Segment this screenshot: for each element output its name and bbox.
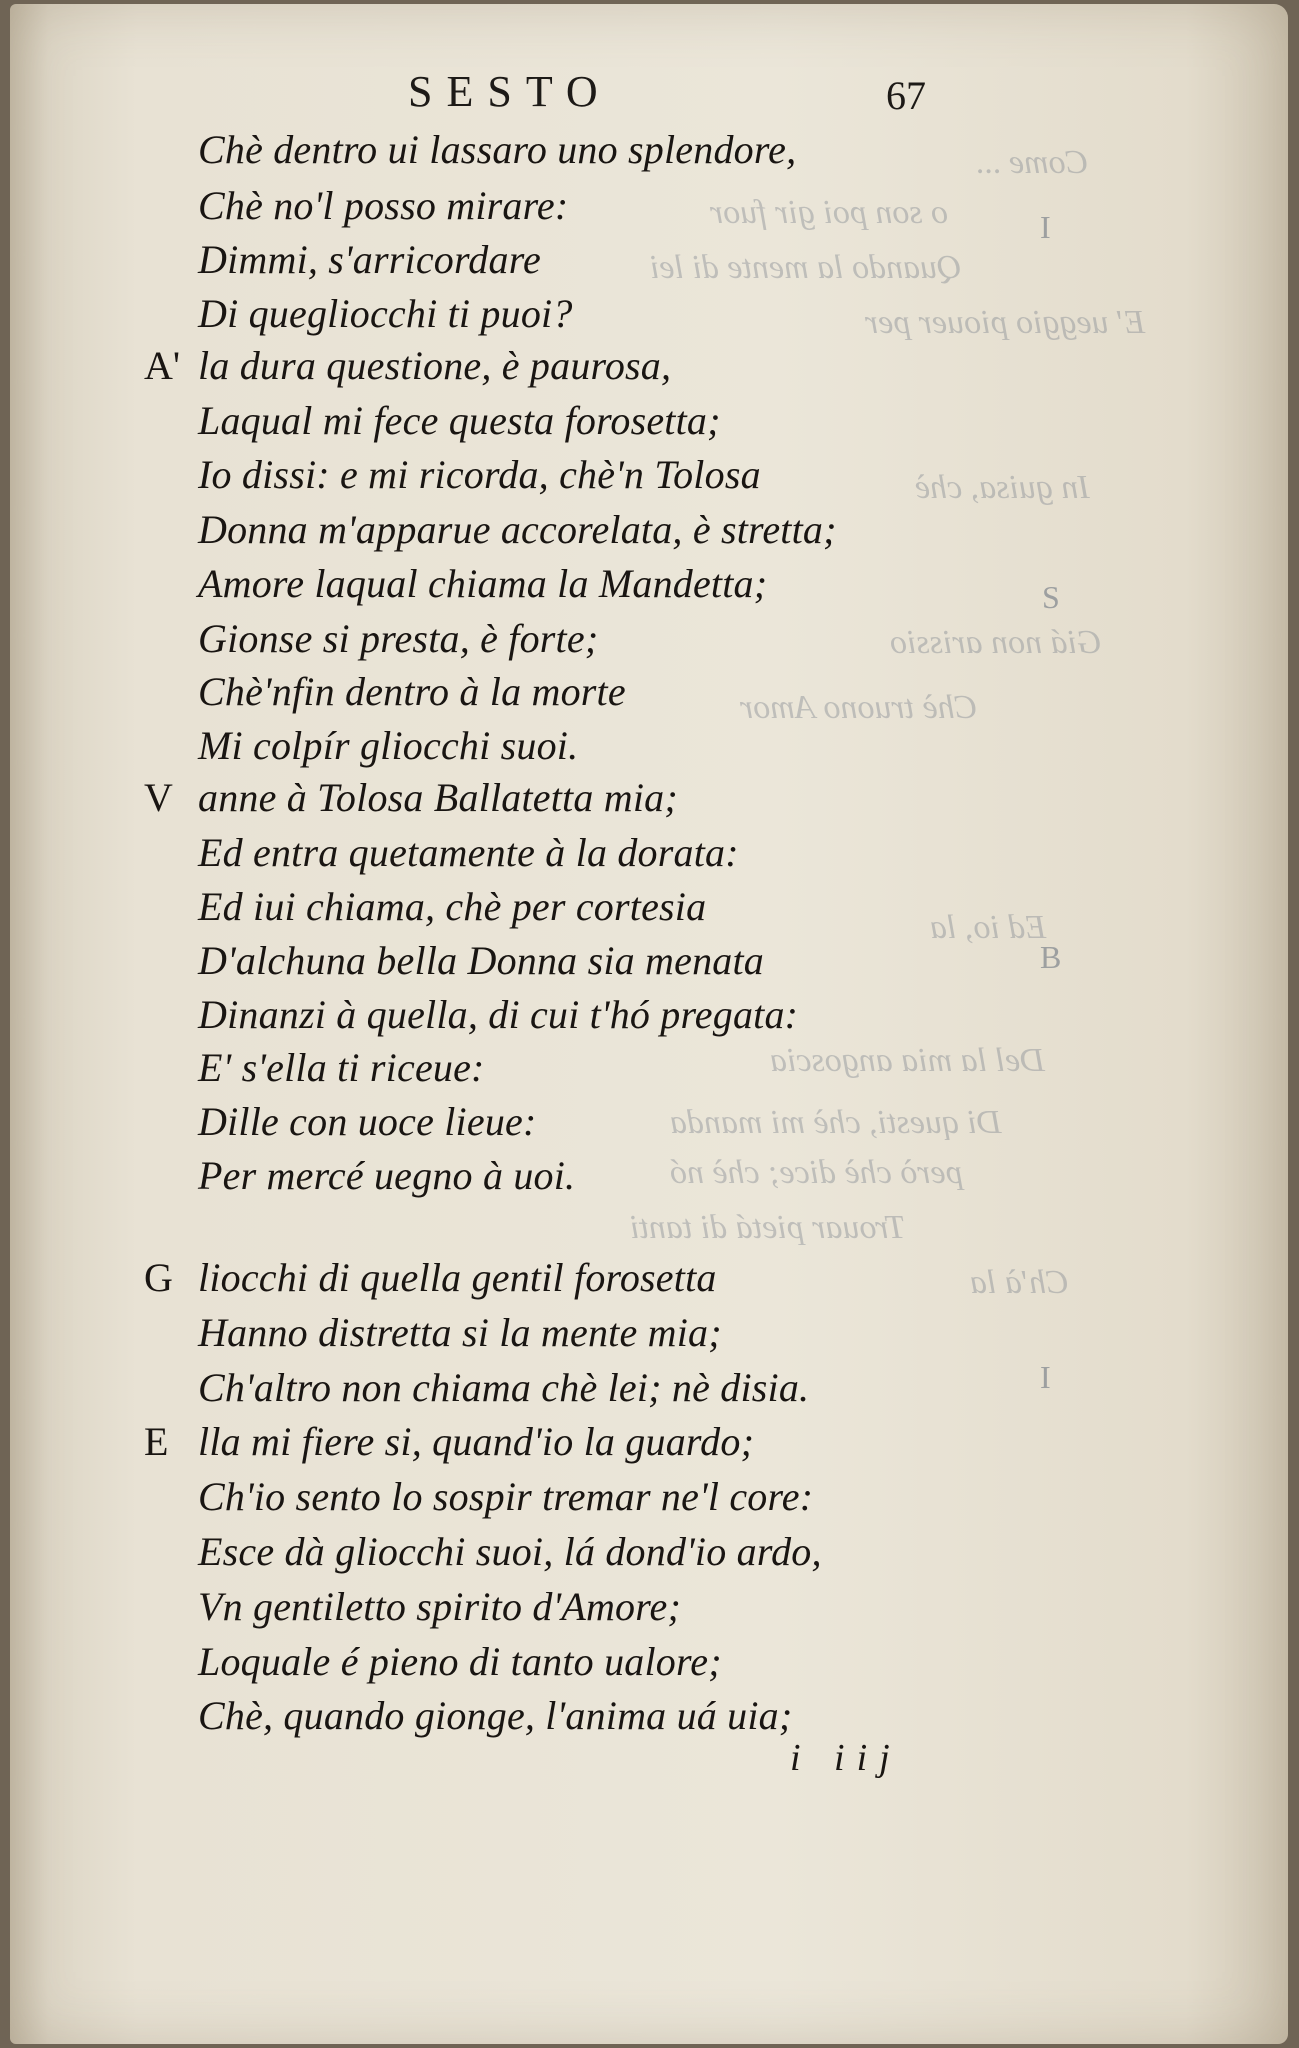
show-through-mark: S [1042, 579, 1060, 615]
initial-letter: G [144, 1255, 173, 1300]
verse-line: Chè'nfin dentro à la morte [198, 669, 626, 714]
page-number: 67 [886, 73, 926, 118]
show-through-text: Ch'à la [970, 1264, 1069, 1301]
show-through-text: Ed io, la [930, 909, 1047, 946]
verse-line: Gionse si presta, è forte; [198, 616, 599, 661]
verse-line: Hanno distretta si la mente mia; [198, 1310, 722, 1355]
show-through-text: Di questi, chè mi manda [670, 1104, 1002, 1141]
show-through-text: Trouar pietá di tanti [630, 1209, 906, 1246]
verse-line: Loquale é pieno di tanto ualore; [198, 1639, 722, 1684]
verse-line: E' s'ella ti riceue: [198, 1045, 485, 1090]
show-through-text: Come ... [975, 144, 1089, 181]
verse-line: Dinanzi à quella, di cui t'hó pregata: [198, 992, 799, 1037]
show-through-mark: B [1040, 939, 1062, 975]
verse-line: Vn gentiletto spirito d'Amore; [198, 1584, 682, 1629]
show-through-text: Giá non arissio [890, 624, 1102, 661]
verse-line: Chè no'l posso mirare: [198, 183, 569, 228]
show-through-text: Quando la mente di lei [650, 249, 962, 286]
initial-letter: A' [144, 343, 181, 388]
verse-line: Mi colpír gliocchi suoi. [198, 723, 579, 768]
show-through-text: Del la mia angoscia [770, 1042, 1045, 1079]
verse-line: Ed iui chiama, chè per cortesia [198, 884, 707, 929]
book-page [10, 4, 1288, 2044]
verse-line: D'alchuna bella Donna sia menata [198, 938, 765, 983]
verse-line: Chè dentro ui lassaro uno splendore, [198, 127, 797, 172]
show-through-mark: I [1040, 1359, 1051, 1395]
verse-line: Ed entra quetamente à la dorata: [198, 830, 739, 875]
verse-line: anne à Tolosa Ballatetta mia; [198, 775, 678, 820]
show-through-text: E' ueggio piouer per [865, 304, 1146, 341]
verse-line: Esce dà gliocchi suoi, lá dond'io ardo, [198, 1529, 822, 1574]
initial-letter: V [144, 775, 173, 820]
verse-line: Chè, quando gionge, l'anima uá uia; [198, 1693, 793, 1738]
signature-mark: i iij [790, 1737, 902, 1779]
show-through-text: però chè dice; chè nó [670, 1154, 963, 1191]
verse-line: Donna m'apparue accorelata, è stretta; [198, 507, 837, 552]
verse-line: Ch'altro non chiama chè lei; nè disia. [198, 1365, 810, 1410]
verse-line: Ch'io sento lo sospir tremar ne'l core: [198, 1474, 814, 1519]
verse-line: Laqual mi fece questa forosetta; [198, 398, 721, 443]
verse-line: Amore laqual chiama la Mandetta; [198, 561, 768, 606]
show-through-text: Chè truono Amor [740, 689, 978, 726]
initial-letter: E [144, 1419, 169, 1464]
show-through-mark: I [1040, 209, 1051, 245]
verse-line: Io dissi: e mi ricorda, chè'n Tolosa [198, 452, 761, 497]
verse-line: Dille con uoce lieue: [198, 1099, 537, 1144]
show-through-text: o son poi gir fuor [710, 194, 949, 231]
running-head: SESTO [408, 67, 612, 116]
verse-line: Di quegliocchi ti puoi? [198, 291, 573, 336]
verse-line: liocchi di quella gentil forosetta [198, 1255, 717, 1300]
verse-line: la dura questione, è paurosa, [198, 343, 672, 388]
verse-line: Per mercé uegno à uoi. [198, 1153, 576, 1198]
verse-line: lla mi fiere si, quand'io la guardo; [198, 1419, 755, 1464]
show-through-text: In guisa, chè [915, 469, 1090, 506]
verse-line: Dimmi, s'arricordare [198, 237, 541, 282]
